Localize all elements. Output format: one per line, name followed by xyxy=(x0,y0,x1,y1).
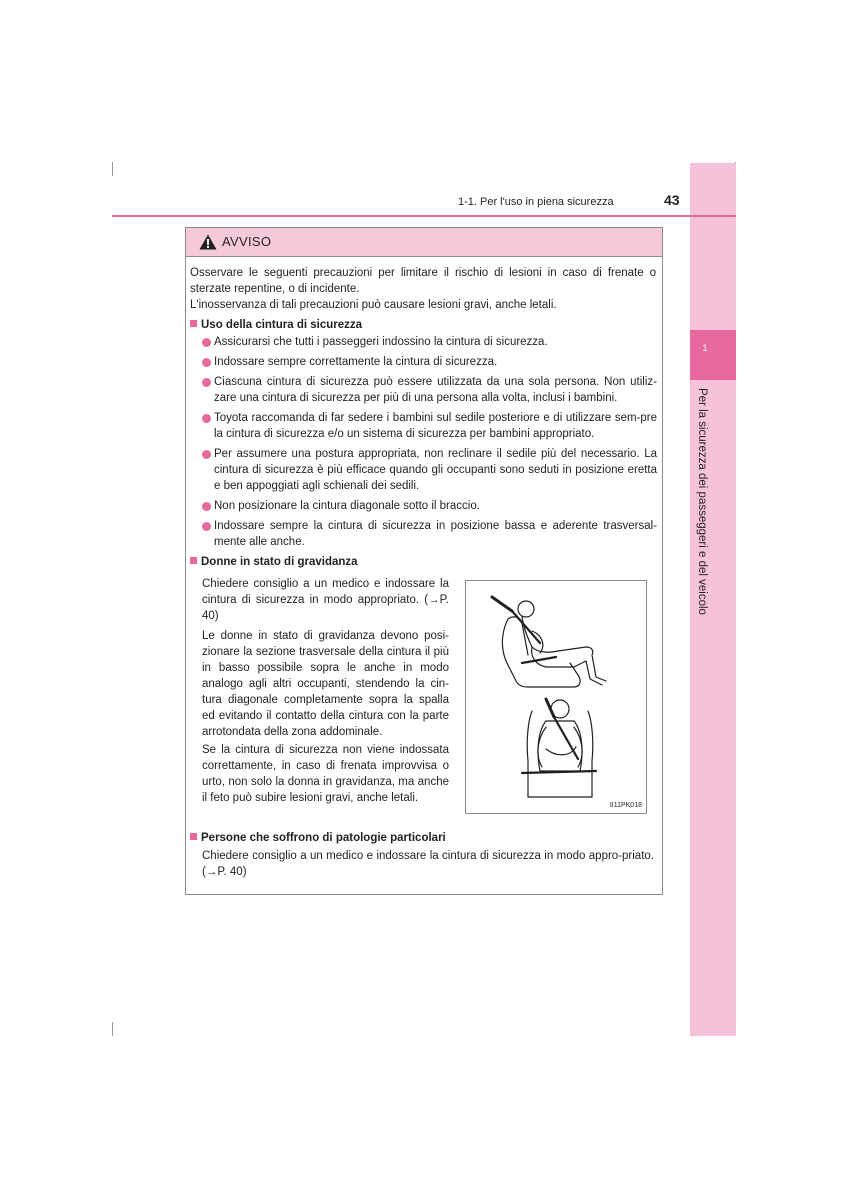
pregnancy-para-3: Se la cintura di sicurezza non viene indossata correttamente, in caso di frenata improvvisa o urto, non solo la donna in gravidanza, ma anche il feto può subire lesioni gravi, anche letali. xyxy=(202,744,449,804)
chapter-number: 1 xyxy=(702,343,708,353)
pregnancy-para-2: Le donne in stato di gravidanza devono posi-zionare la sezione trasversale della cintura il più in basso possibile sopra le anche in modo analogo agli altri occupanti, stendendo la cin-tura diagonale completamente sopra la spalla ed evitando il contatto della cintura con la parte arrotondata della zona addominale. xyxy=(202,630,449,738)
square-bullet-icon xyxy=(190,833,197,840)
crop-mark xyxy=(112,1022,113,1036)
bullet-dot-icon xyxy=(202,358,211,367)
section-heading-label: Persone che soffrono di patologie particolari xyxy=(201,832,446,844)
pregnancy-para-1: Chiedere consiglio a un medico e indossare la cintura di sicurezza in modo appropriato. (→P. 40) xyxy=(202,578,449,622)
page-number: 43 xyxy=(664,192,680,208)
chapter-title: Per la sicurezza dei passeggeri e del veicolo xyxy=(696,388,708,615)
crop-mark xyxy=(112,162,113,176)
section-heading-seatbelt-use xyxy=(190,317,362,333)
warning-title: AVVISO xyxy=(222,234,272,249)
bullet-dot-icon xyxy=(202,338,211,347)
list-item-text: Ciascuna cintura di sicurezza può essere utilizzata da una sola persona. Non utiliz-zare una cintura di sicurezza per più di una persona alla volta, inclusi i bambini. xyxy=(214,376,657,404)
list-item-text: Per assumere una postura appropriata, non reclinare il sedile più del necessario. La cintura di sicurezza è più efficace quando gli occupanti sono seduti in posizione eretta e ben appoggiati agli schienali dei sedili. xyxy=(214,448,657,492)
pregnant-seatbelt-illustration xyxy=(465,580,647,814)
warning-box xyxy=(185,227,663,895)
list-item-text: Toyota raccomanda di far sedere i bambini sul sedile posteriore e di utilizzare sem-pre la cintura di sicurezza e/o un sistema di sicurezza per bambini appropriato. xyxy=(214,412,657,440)
bullet-dot-icon xyxy=(202,450,211,459)
list-item-text: Assicurarsi che tutti i passeggeri indossino la cintura di sicurezza. xyxy=(214,336,548,348)
list-item-text: Non posizionare la cintura diagonale sotto il braccio. xyxy=(214,500,480,512)
section-title: 1-1. Per l'uso in piena sicurezza xyxy=(458,196,614,208)
seatbelt-illustration-drawing xyxy=(466,581,646,813)
section-heading-pregnancy xyxy=(190,554,358,570)
chapter-active-marker xyxy=(690,330,736,380)
medical-conditions-para: Chiedere consiglio a un medico e indossare la cintura di sicurezza in modo appro-priato. (→P. 40) xyxy=(202,850,654,878)
bullet-dot-icon xyxy=(202,502,211,511)
illustration-code: II11PK018 xyxy=(609,802,642,809)
bullet-dot-icon xyxy=(202,378,211,387)
bullet-dot-icon xyxy=(202,414,211,423)
warning-triangle-icon xyxy=(199,234,217,250)
bullet-dot-icon xyxy=(202,522,211,531)
square-bullet-icon xyxy=(190,557,197,564)
list-item-text: Indossare sempre correttamente la cintura di sicurezza. xyxy=(214,356,498,368)
warning-consequence: L'inosservanza di tali precauzioni può causare lesioni gravi, anche letali. xyxy=(190,299,557,311)
list-item-text: Indossare sempre la cintura di sicurezza in posizione bassa e aderente trasversal-mente alle anche. xyxy=(214,520,657,548)
warning-intro: Osservare le seguenti precauzioni per limitare il rischio di lesioni in caso di frenate o sterzate repentine, o di incidente. xyxy=(190,267,656,295)
header-rule xyxy=(112,215,736,217)
square-bullet-icon xyxy=(190,320,197,327)
section-heading-medical-conditions xyxy=(190,830,446,846)
section-heading-label: Uso della cintura di sicurezza xyxy=(201,319,363,331)
section-heading-label: Donne in stato di gravidanza xyxy=(201,556,358,568)
warning-header xyxy=(186,228,662,257)
